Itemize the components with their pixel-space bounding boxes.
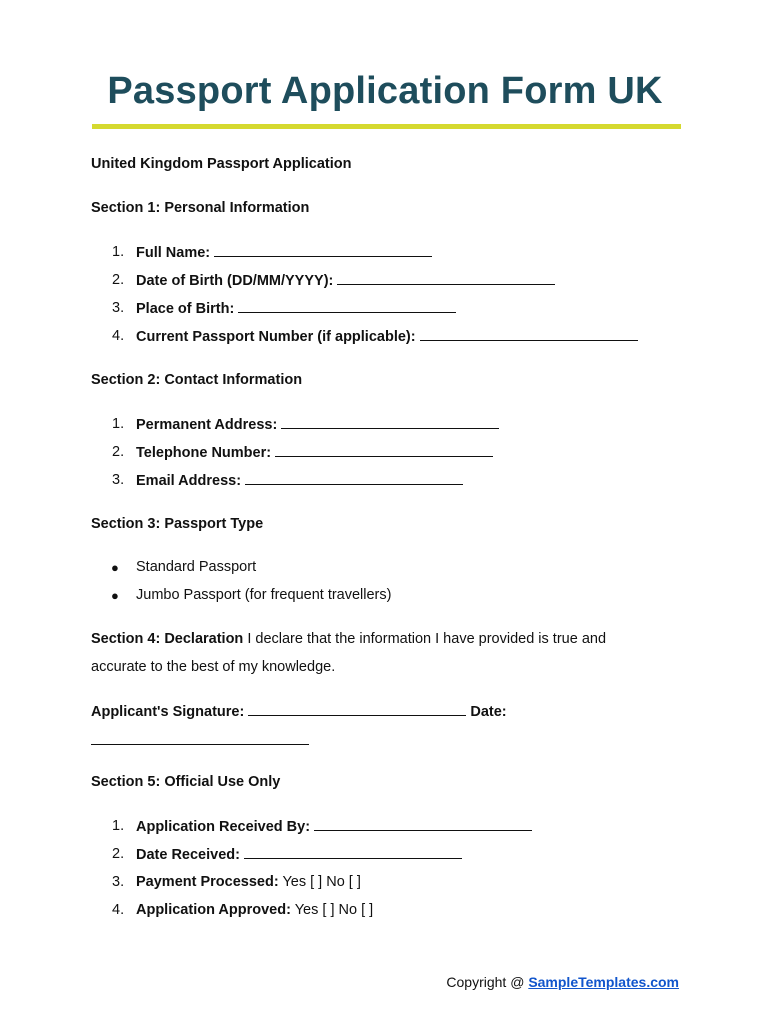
declaration-text: I declare that the information I have provided is true and xyxy=(247,631,607,647)
list-number: 1. xyxy=(112,416,125,432)
page-title: Passport Application Form UK xyxy=(107,70,663,112)
section2-heading: Section 2: Contact Information xyxy=(91,372,303,388)
email-address-field[interactable] xyxy=(136,472,463,489)
sampletemplates-link[interactable]: SampleTemplates.com xyxy=(528,974,679,990)
list-number: 1. xyxy=(112,244,125,260)
list-number: 1. xyxy=(112,818,125,834)
form-intro: United Kingdom Passport Application xyxy=(91,156,352,172)
list-number: 4. xyxy=(112,328,125,344)
payment-processed-field[interactable] xyxy=(136,874,361,890)
section4-heading: Section 4: Declaration xyxy=(91,631,244,647)
field-blank[interactable] xyxy=(337,272,555,285)
date-label: Date: xyxy=(470,704,507,720)
permanent-address-field[interactable] xyxy=(136,416,499,433)
field-label: Full Name: xyxy=(136,245,211,261)
telephone-number-field[interactable] xyxy=(136,444,493,461)
list-number: 2. xyxy=(112,444,125,460)
list-number: 4. xyxy=(112,902,125,918)
field-blank[interactable] xyxy=(245,472,463,485)
field-label: Place of Birth: xyxy=(136,301,235,317)
date-of-birth-field[interactable] xyxy=(136,272,555,289)
field-label: Telephone Number: xyxy=(136,445,272,461)
application-approved-field[interactable] xyxy=(136,902,373,918)
field-blank[interactable] xyxy=(314,818,532,831)
copyright-footer xyxy=(446,974,679,990)
section1-heading: Section 1: Personal Information xyxy=(91,200,310,216)
field-label: Current Passport Number (if applicable): xyxy=(136,329,416,345)
field-blank[interactable] xyxy=(275,444,493,457)
bullet-icon: ● xyxy=(111,588,119,603)
current-passport-number-field[interactable] xyxy=(136,328,638,345)
field-label: Application Received By: xyxy=(136,819,311,835)
passport-type-option[interactable]: Standard Passport xyxy=(136,559,257,575)
field-label: Email Address: xyxy=(136,473,242,489)
declaration-text-continued: accurate to the best of my knowledge. xyxy=(91,659,336,675)
section3-heading: Section 3: Passport Type xyxy=(91,516,264,532)
field-blank[interactable] xyxy=(214,244,432,257)
yes-no-checkboxes[interactable]: Yes [ ] No [ ] xyxy=(294,902,374,918)
signature-line[interactable] xyxy=(91,703,507,720)
field-blank[interactable] xyxy=(238,300,456,313)
field-blank[interactable] xyxy=(244,846,462,859)
date-blank[interactable] xyxy=(91,744,309,745)
signature-label: Applicant's Signature: xyxy=(91,704,245,720)
yes-no-checkboxes[interactable]: Yes [ ] No [ ] xyxy=(282,874,361,890)
list-number: 3. xyxy=(112,300,125,316)
copyright-text: Copyright @ xyxy=(446,974,525,990)
list-number: 2. xyxy=(112,272,125,288)
full-name-field[interactable] xyxy=(136,244,432,261)
bullet-icon: ● xyxy=(111,560,119,575)
field-label: Date Received: xyxy=(136,847,240,863)
place-of-birth-field[interactable] xyxy=(136,300,456,317)
list-number: 2. xyxy=(112,846,125,862)
passport-type-option[interactable]: Jumbo Passport (for frequent travellers) xyxy=(136,587,392,603)
date-received-field[interactable] xyxy=(136,846,462,863)
field-label: Payment Processed: xyxy=(136,874,279,890)
field-blank[interactable] xyxy=(420,328,638,341)
signature-blank[interactable] xyxy=(248,703,466,716)
list-number: 3. xyxy=(112,874,125,890)
list-number: 3. xyxy=(112,472,125,488)
field-label: Date of Birth (DD/MM/YYYY): xyxy=(136,273,334,289)
application-received-by-field[interactable] xyxy=(136,818,532,835)
section5-heading: Section 5: Official Use Only xyxy=(91,774,281,790)
declaration-line xyxy=(91,631,606,647)
field-blank[interactable] xyxy=(281,416,499,429)
title-underline xyxy=(92,124,681,129)
field-label: Permanent Address: xyxy=(136,417,278,433)
field-label: Application Approved: xyxy=(136,902,291,918)
